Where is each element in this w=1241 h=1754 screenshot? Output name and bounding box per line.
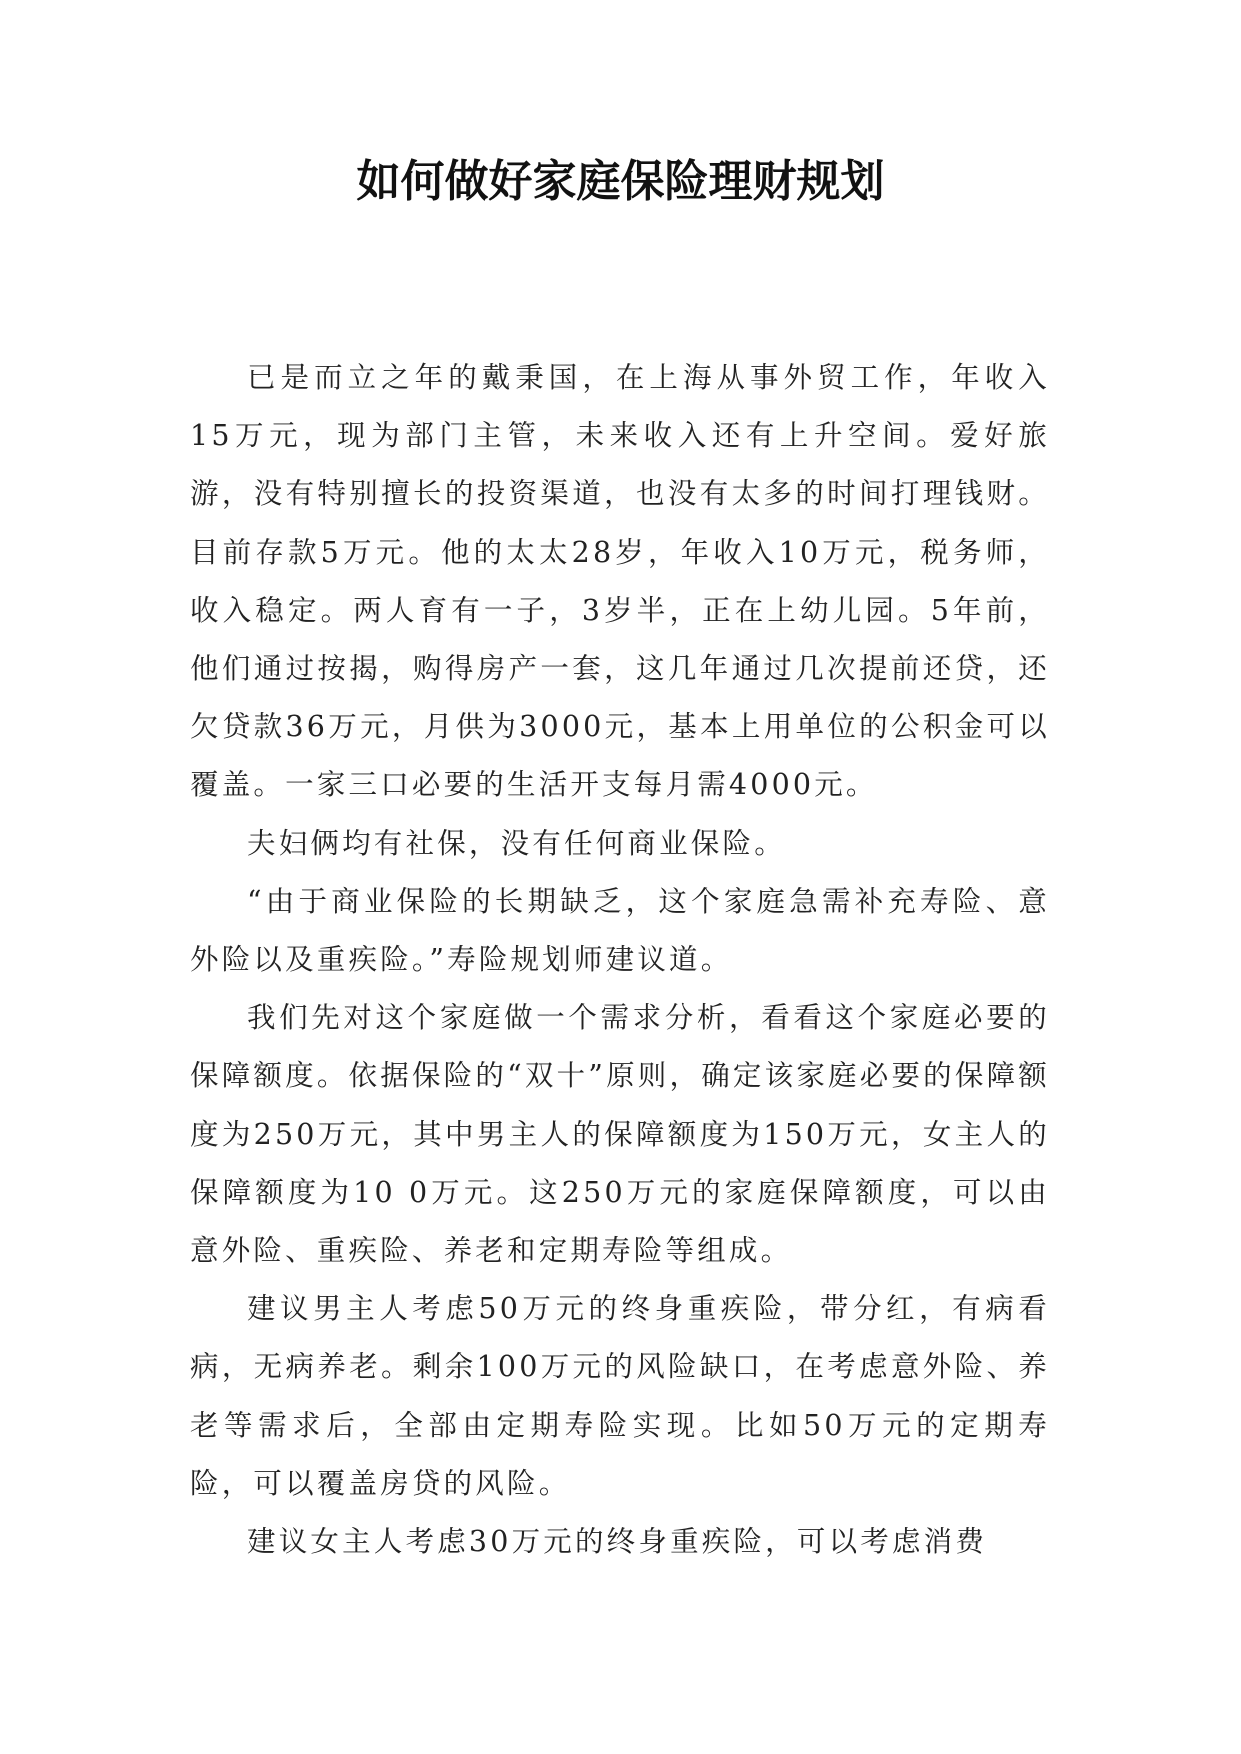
paragraph-6: 建议女主人考虑30万元的终身重疾险，可以考虑消费 [247,1525,988,1559]
paragraph-1: 已是而立之年的戴秉国，在上海从事外贸工作，年收入15万元，现为部门主管，未来收入还有上升空间。爱好旅游，没有特别擅长的投资渠道，也没有太多的时间打理钱财。目前存款5万元。他的太太28岁，年收入10万元，税务师，收入稳定。两人育有一子，3岁半，正在上幼儿园。5年前，他们通过按揭，购得房产一套，这几年通过几次提前还贷，还欠贷款36万元，月供为3000元，基本上用单位的公积金可以覆盖。一家三口必要的生活开支每月需4000元。 [190,361,1050,802]
paragraph-5: 建议男主人考虑50万元的终身重疾险，带分红，有病看病，无病养老。剩余100万元的风险缺口，在考虑意外险、养老等需求后，全部由定期寿险实现。比如50万元的定期寿险，可以覆盖房贷的风险。 [190,1292,1050,1500]
paragraph-3: “由于商业保险的长期缺乏，这个家庭急需补充寿险、意外险以及重疾险。”寿险规划师建议道。 [190,884,1050,977]
document-body [190,349,1050,1571]
document-title: 如何做好家庭保险理财规划 [356,156,885,207]
paragraph-4: 我们先对这个家庭做一个需求分析，看看这个家庭必要的保障额度。依据保险的“双十”原则，确定该家庭必要的保障额度为250万元，其中男主人的保障额度为150万元，女主人的保障额度为10 0万元。这250万元的家庭保障额度，可以由意外险、重疾险、养老和定期寿险等组成。 [190,1001,1050,1268]
paragraph-2: 夫妇俩均有社保，没有任何商业保险。 [247,826,786,860]
